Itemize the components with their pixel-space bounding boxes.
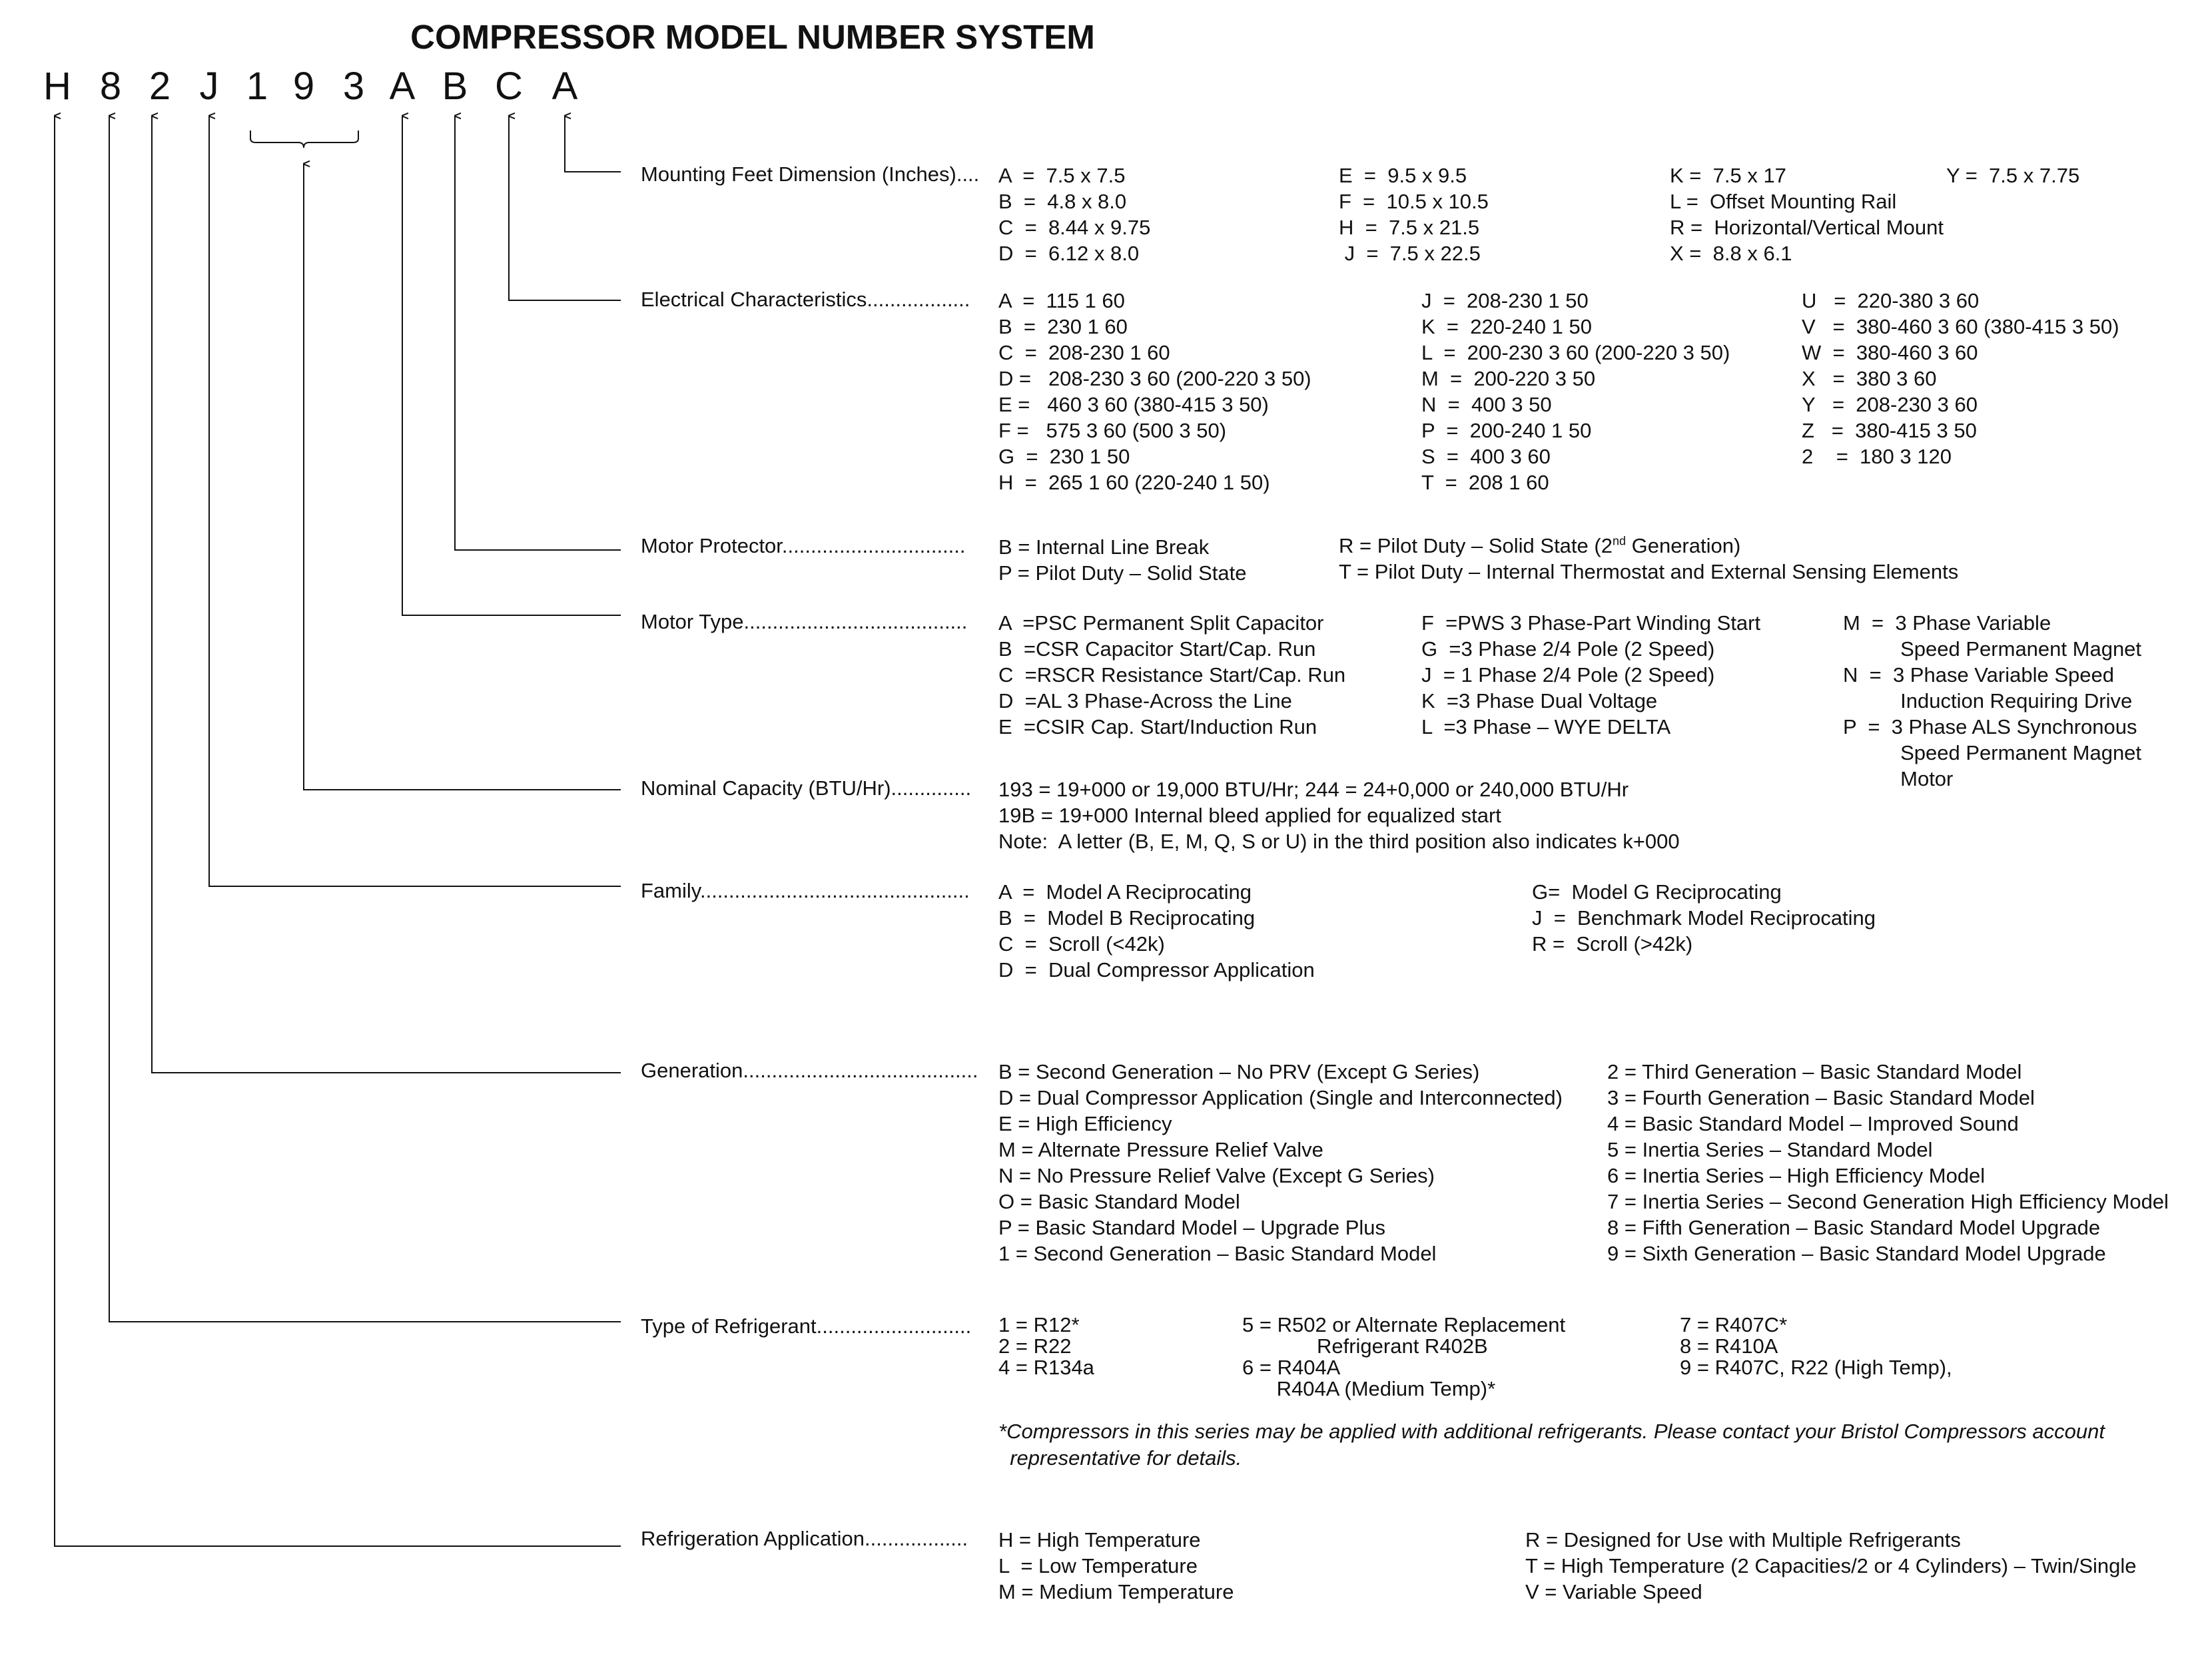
code-line: 4 = Basic Standard Model – Improved Sound — [1607, 1112, 2019, 1135]
code-line: E = High Efficiency — [998, 1112, 1172, 1135]
label-application: Refrigeration Application.................. — [641, 1527, 968, 1550]
code-line: 9 = Sixth Generation – Basic Standard Model Upgrade — [1607, 1242, 2106, 1265]
code-line: 193 = 19+000 or 19,000 BTU/Hr; 244 = 24+0,000 or 240,000 BTU/Hr — [998, 778, 1629, 801]
code-line: Refrigerant R402B — [1242, 1334, 1488, 1358]
code-line: 1 = R12* — [998, 1313, 1080, 1336]
code-line: *Compressors in this series may be applied with additional refrigerants. Please contact your Bristol Compressors account — [998, 1420, 2105, 1443]
code-line: 2 = R22 — [998, 1334, 1072, 1358]
code-line: D =AL 3 Phase-Across the Line — [998, 689, 1292, 712]
model-char: H — [43, 65, 71, 108]
code-line: D = 6.12 x 8.0 — [998, 242, 1140, 265]
code-line: Y = 208-230 3 60 — [1802, 393, 1978, 416]
code-line: G =3 Phase 2/4 Pole (2 Speed) — [1421, 637, 1715, 661]
code-line: W = 380-460 3 60 — [1802, 341, 1978, 364]
label-mounting: Mounting Feet Dimension (Inches).... — [641, 162, 980, 186]
code-line: 2 = Third Generation – Basic Standard Model — [1607, 1060, 2022, 1083]
code-line: G = 230 1 50 — [998, 445, 1130, 468]
code-line: P = Basic Standard Model – Upgrade Plus — [998, 1216, 1386, 1239]
code-line: R = Scroll (>42k) — [1532, 932, 1693, 956]
code-line: B = 4.8 x 8.0 — [998, 190, 1127, 213]
electrical-col-3 — [1802, 288, 2119, 469]
label-capacity: Nominal Capacity (BTU/Hr).............. — [641, 776, 972, 800]
code-line: 8 = R410A — [1680, 1334, 1778, 1358]
motor-type-col-2 — [1421, 610, 1760, 740]
family-col-2 — [1532, 879, 1876, 957]
code-line: P = Pilot Duty – Solid State — [998, 561, 1247, 585]
leader-protector — [455, 116, 621, 550]
code-line: H = High Temperature — [998, 1528, 1201, 1551]
code-line: J = 1 Phase 2/4 Pole (2 Speed) — [1421, 663, 1715, 687]
code-line: G= Model G Reciprocating — [1532, 880, 1782, 904]
application-col-1 — [998, 1527, 1234, 1605]
code-line: L = 200-230 3 60 (200-220 3 50) — [1421, 341, 1730, 364]
model-char: A — [551, 65, 578, 108]
mounting-col-2 — [1339, 162, 1489, 266]
code-line: Motor — [1843, 767, 1954, 790]
code-line: K = 220-240 1 50 — [1421, 315, 1592, 338]
model-char: 2 — [149, 65, 171, 108]
leader-motor-type — [402, 116, 621, 615]
code-line: N = 3 Phase Variable Speed — [1843, 663, 2114, 687]
code-line: K =3 Phase Dual Voltage — [1421, 689, 1658, 712]
code-line: L = Low Temperature — [998, 1554, 1198, 1577]
code-line: F = 10.5 x 10.5 — [1339, 190, 1489, 213]
refrigerant-col-3 — [1680, 1314, 1952, 1378]
family-col-1 — [998, 879, 1315, 983]
code-line: 5 = R502 or Alternate Replacement — [1242, 1313, 1566, 1336]
code-line: D = 208-230 3 60 (200-220 3 50) — [998, 367, 1311, 390]
code-line: 7 = Inertia Series – Second Generation High Efficiency Model — [1607, 1190, 2169, 1213]
code-line: P = 200-240 1 50 — [1421, 419, 1592, 442]
model-char: C — [495, 65, 523, 108]
protector-t-line: T = Pilot Duty – Internal Thermostat and External Sensing Elements — [1339, 560, 1959, 583]
code-line: A = 7.5 x 7.5 — [998, 164, 1126, 187]
label-motor-type: Motor Type....................................... — [641, 610, 968, 633]
leader-application — [55, 116, 621, 1546]
code-line: L = Offset Mounting Rail — [1670, 190, 1897, 213]
code-line: 6 = Inertia Series – High Efficiency Model — [1607, 1164, 1986, 1187]
generation-col-2 — [1607, 1059, 2169, 1266]
code-line: C = 8.44 x 9.75 — [998, 216, 1151, 239]
code-line: B = Second Generation – No PRV (Except G Series) — [998, 1060, 1480, 1083]
code-line: Induction Requiring Drive — [1843, 689, 2133, 712]
leader-refrigerant — [109, 116, 621, 1322]
code-line: H = 265 1 60 (220-240 1 50) — [998, 471, 1270, 494]
code-line: Speed Permanent Magnet — [1843, 637, 2142, 661]
electrical-col-2 — [1421, 288, 1730, 495]
code-line: V = Variable Speed — [1525, 1580, 1702, 1603]
model-char: B — [442, 65, 468, 108]
code-line: 8 = Fifth Generation – Basic Standard Model Upgrade — [1607, 1216, 2101, 1239]
model-char: 9 — [292, 65, 315, 108]
code-line: B = 230 1 60 — [998, 315, 1128, 338]
model-char: 8 — [99, 65, 122, 108]
capacity-lines — [998, 776, 1680, 854]
code-line: S = 400 3 60 — [1421, 445, 1551, 468]
code-line: X = 380 3 60 — [1802, 367, 1937, 390]
code-line: 7 = R407C* — [1680, 1313, 1788, 1336]
code-line: L =3 Phase – WYE DELTA — [1421, 715, 1671, 738]
code-line: 1 = Second Generation – Basic Standard Model — [998, 1242, 1437, 1265]
code-line: V = 380-460 3 60 (380-415 3 50) — [1802, 315, 2119, 338]
code-line: B =CSR Capacitor Start/Cap. Run — [998, 637, 1316, 661]
leader-family — [209, 116, 621, 886]
leader-capacity — [304, 164, 621, 790]
code-line: 5 = Inertia Series – Standard Model — [1607, 1138, 1933, 1161]
mounting-col-4 — [1946, 162, 2079, 188]
code-line: D = Dual Compressor Application (Single and Interconnected) — [998, 1086, 1563, 1109]
protector-r-line: R = Pilot Duty – Solid State (2nd Generation) — [1339, 534, 1741, 557]
generation-col-1 — [998, 1059, 1563, 1266]
code-line: J = Benchmark Model Reciprocating — [1532, 906, 1876, 930]
code-line: B = Model B Reciprocating — [998, 906, 1256, 930]
code-line: R404A (Medium Temp)* — [1242, 1377, 1496, 1400]
code-line: M = 3 Phase Variable — [1843, 611, 2051, 635]
code-line: M = Alternate Pressure Relief Valve — [998, 1138, 1323, 1161]
code-line: E = 460 3 60 (380-415 3 50) — [998, 393, 1269, 416]
code-line: Y = 7.5 x 7.75 — [1946, 164, 2080, 187]
code-line: E =CSIR Cap. Start/Induction Run — [998, 715, 1317, 738]
code-line: C =RSCR Resistance Start/Cap. Run — [998, 663, 1346, 687]
code-line: R = Horizontal/Vertical Mount — [1670, 216, 1944, 239]
code-line: M = 200-220 3 50 — [1421, 367, 1596, 390]
code-line: T = High Temperature (2 Capacities/2 or 4 Cylinders) – Twin/Single — [1525, 1554, 2137, 1577]
code-line: J = 7.5 x 22.5 — [1339, 242, 1481, 265]
code-line: F = 575 3 60 (500 3 50) — [998, 419, 1227, 442]
model-char: J — [199, 65, 219, 108]
code-line: Speed Permanent Magnet — [1843, 741, 2142, 764]
code-line: N = No Pressure Relief Valve (Except G Series) — [998, 1164, 1435, 1187]
electrical-col-1 — [998, 288, 1311, 495]
application-col-2 — [1525, 1527, 2137, 1605]
code-line: D = Dual Compressor Application — [998, 958, 1315, 981]
motor-type-col-1 — [998, 610, 1345, 740]
code-line: U = 220-380 3 60 — [1802, 289, 1980, 312]
model-char: 1 — [246, 65, 268, 108]
model-char: A — [389, 65, 416, 108]
label-generation: Generation......................................... — [641, 1059, 978, 1082]
code-line: T = 208 1 60 — [1421, 471, 1549, 494]
leader-generation — [152, 116, 621, 1073]
code-line: O = Basic Standard Model — [998, 1190, 1240, 1213]
code-line: N = 400 3 50 — [1421, 393, 1552, 416]
code-line: C = Scroll (<42k) — [998, 932, 1165, 956]
capacity-brace — [250, 131, 358, 148]
code-line: 4 = R134a — [998, 1356, 1094, 1379]
code-line: P = 3 Phase ALS Synchronous — [1843, 715, 2137, 738]
label-family: Family............................................... — [641, 879, 970, 902]
code-line: R = Designed for Use with Multiple Refrigerants — [1525, 1528, 1961, 1551]
code-line: M = Medium Temperature — [998, 1580, 1234, 1603]
code-line: C = 208-230 1 60 — [998, 341, 1170, 364]
code-line: K = 7.5 x 17 — [1670, 164, 1786, 187]
code-line: F =PWS 3 Phase-Part Winding Start — [1421, 611, 1761, 635]
code-line: X = 8.8 x 6.1 — [1670, 242, 1792, 265]
leader-mounting — [565, 116, 621, 172]
protector-col-1 — [998, 534, 1247, 586]
code-line: B = Internal Line Break — [998, 535, 1210, 559]
code-line: 2 = 180 3 120 — [1802, 445, 1952, 468]
code-line: 3 = Fourth Generation – Basic Standard Model — [1607, 1086, 2035, 1109]
page-title: COMPRESSOR MODEL NUMBER SYSTEM — [410, 18, 1095, 56]
label-refrigerant: Type of Refrigerant........................... — [641, 1314, 972, 1338]
code-line: A = Model A Reciprocating — [998, 880, 1252, 904]
code-line: E = 9.5 x 9.5 — [1339, 164, 1467, 187]
code-line: 19B = 19+000 Internal bleed applied for equalized start — [998, 804, 1501, 827]
code-line: A = 115 1 60 — [998, 289, 1125, 312]
code-line: J = 208-230 1 50 — [1421, 289, 1589, 312]
mounting-col-1 — [998, 162, 1150, 266]
mounting-col-3 — [1670, 162, 1944, 266]
motor-type-col-3 — [1843, 610, 2141, 792]
code-line: 9 = R407C, R22 (High Temp), — [1680, 1356, 1952, 1379]
code-line: representative for details. — [998, 1446, 1242, 1470]
refrigerant-col-1 — [998, 1314, 1094, 1378]
code-line: 6 = R404A — [1242, 1356, 1341, 1379]
refrigerant-note — [998, 1418, 2105, 1472]
code-line: Note: A letter (B, E, M, Q, S or U) in the third position also indicates k+000 — [998, 830, 1680, 853]
label-electrical: Electrical Characteristics.................. — [641, 288, 970, 311]
code-line: A =PSC Permanent Split Capacitor — [998, 611, 1324, 635]
code-line: H = 7.5 x 21.5 — [1339, 216, 1480, 239]
label-protector: Motor Protector................................ — [641, 534, 966, 557]
model-char: 3 — [342, 65, 365, 108]
refrigerant-col-2 — [1242, 1314, 1565, 1400]
code-line: Z = 380-415 3 50 — [1802, 419, 1977, 442]
